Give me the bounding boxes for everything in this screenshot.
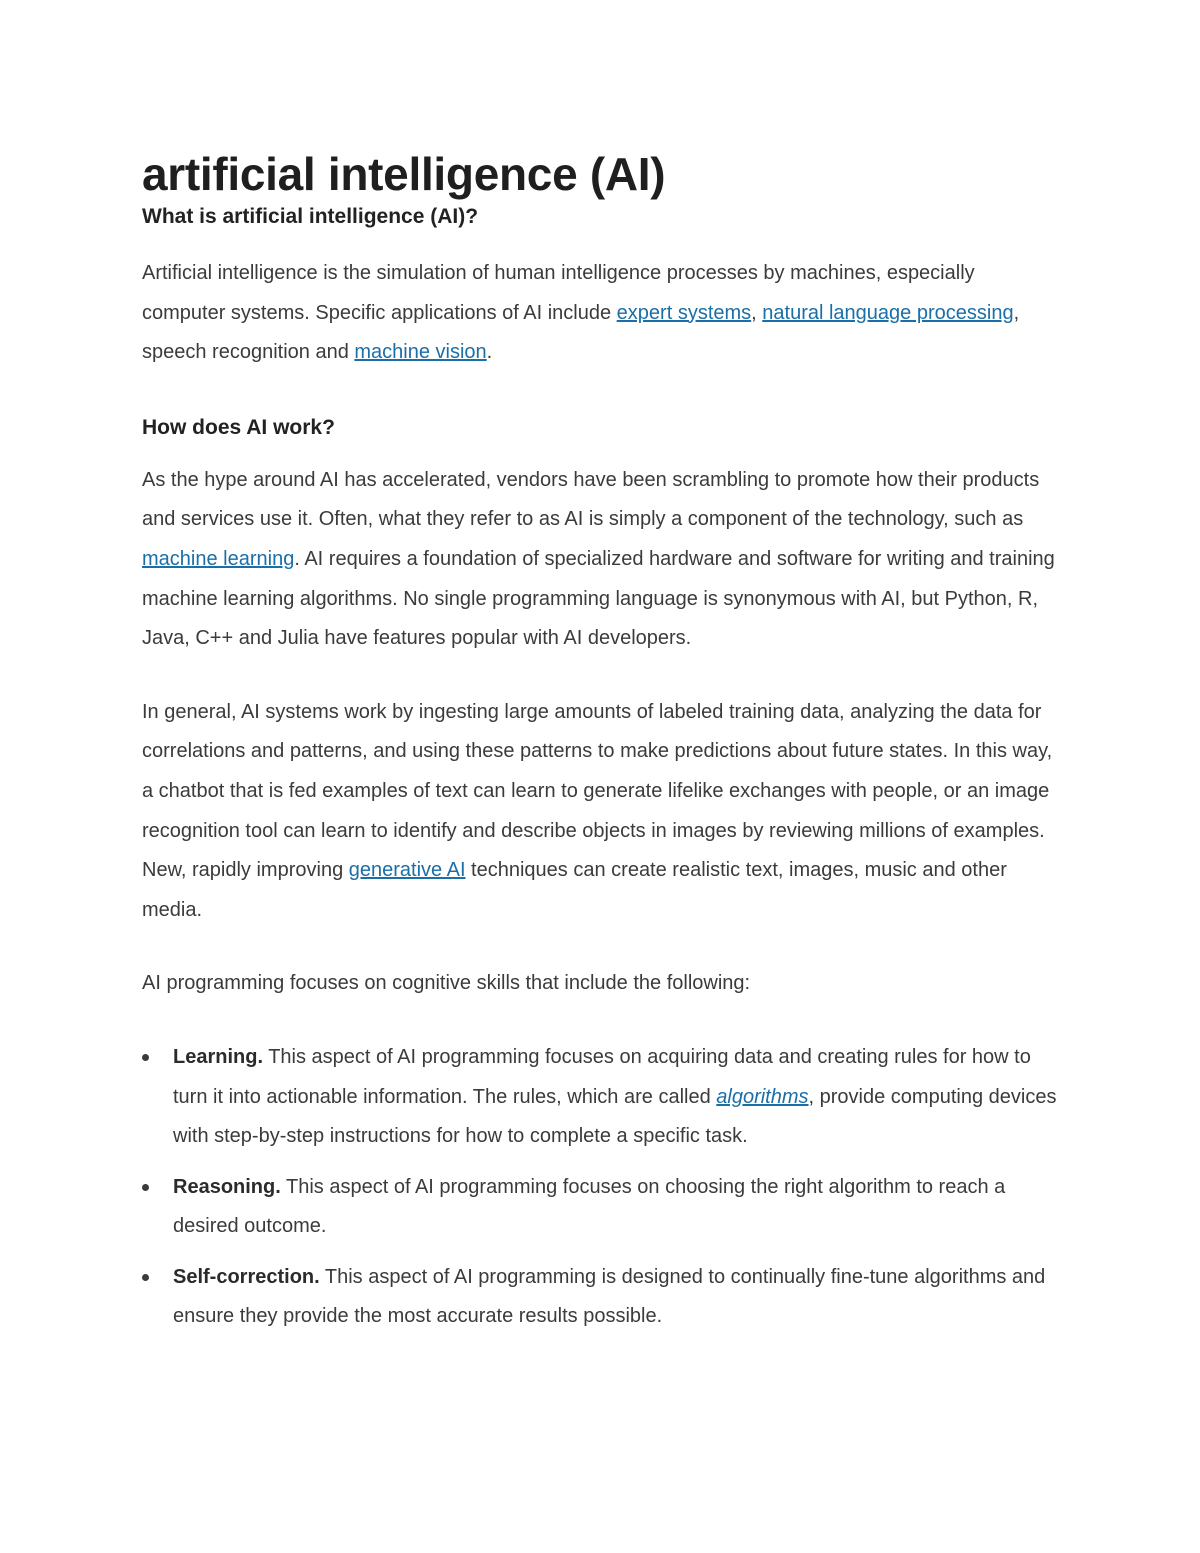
para2-text-1: In general, AI systems work by ingesting large amounts of labeled training data, analyzing the data for correlations and patterns, and using these patterns to make predictions about future states. In this way, a chatbot that is fed examples of text can learn to generate lifelike exchanges with people, or an image recognition tool can learn to identify and describe objects in images by reviewing millions of examples. New, rapidly improving bbox=[142, 700, 1053, 882]
learning-text-1: This aspect of AI programming focuses on acquiring data and creating rules for how to turn it into actionable information. The rules, which are called bbox=[173, 1045, 1031, 1108]
intro-text-1: Artificial intelligence is the simulation of human intelligence processes by machines, especially computer systems. Specific applications of AI include bbox=[142, 262, 975, 324]
link-expert-systems[interactable]: expert systems bbox=[616, 301, 752, 324]
para1-text-2: . AI requires a foundation of specialized hardware and software for writing and training machine learning algorithms. No single programming language is synonymous with AI, but Python, R, Java, C++ and Julia have features popular with AI developers. bbox=[142, 547, 1055, 650]
list-item-reasoning bbox=[142, 1168, 1062, 1247]
intro-paragraph bbox=[142, 254, 1062, 373]
page-subtitle: What is artificial intelligence (AI)? bbox=[142, 205, 479, 228]
page-title: artificial intelligence (AI) bbox=[142, 148, 666, 200]
link-machine-learning[interactable]: machine learning bbox=[142, 547, 295, 570]
para2-text-2: techniques can create realistic text, images, music and other media. bbox=[142, 859, 1007, 921]
link-algorithms[interactable]: algorithms bbox=[716, 1085, 809, 1108]
link-generative-ai[interactable]: generative AI bbox=[348, 859, 466, 882]
section-heading: How does AI work? bbox=[142, 415, 335, 439]
bullet-icon bbox=[142, 1184, 149, 1191]
para1-text-1: As the hype around AI has accelerated, vendors have been scrambling to promote how their products and services use it. Often, what they refer to as AI is simply a component of the technology, such as bbox=[142, 468, 1040, 531]
self-correction-text: This aspect of AI programming is designed to continually fine-tune algorithms and ensure they provide the most accurate results possible. bbox=[173, 1265, 1046, 1328]
list-item-self-correction bbox=[142, 1258, 1062, 1337]
document-page bbox=[142, 148, 1062, 1348]
link-machine-vision[interactable]: machine vision bbox=[354, 341, 487, 364]
reasoning-text: This aspect of AI programming focuses on choosing the right algorithm to reach a desired outcome. bbox=[173, 1175, 1006, 1238]
intro-text-3: , speech recognition and bbox=[142, 301, 1020, 364]
intro-text-4: . bbox=[486, 341, 493, 364]
paragraph-cognitive-skills: AI programming focuses on cognitive skills that include the following: bbox=[142, 972, 751, 995]
learning-text-2: , provide computing devices with step-by-step instructions for how to complete a specific task. bbox=[173, 1085, 1057, 1148]
term-self-correction: Self-correction. bbox=[173, 1265, 320, 1288]
bullet-icon bbox=[142, 1054, 149, 1061]
term-reasoning: Reasoning. bbox=[173, 1175, 281, 1198]
paragraph-general bbox=[142, 693, 1062, 931]
term-learning: Learning. bbox=[173, 1045, 264, 1068]
list-item-learning bbox=[142, 1038, 1062, 1157]
intro-text-2: , bbox=[751, 301, 763, 324]
paragraph-hype bbox=[142, 461, 1062, 659]
bullet-icon bbox=[142, 1274, 149, 1281]
link-natural-language-processing[interactable]: natural language processing bbox=[762, 301, 1014, 324]
skills-list bbox=[142, 1038, 1062, 1337]
